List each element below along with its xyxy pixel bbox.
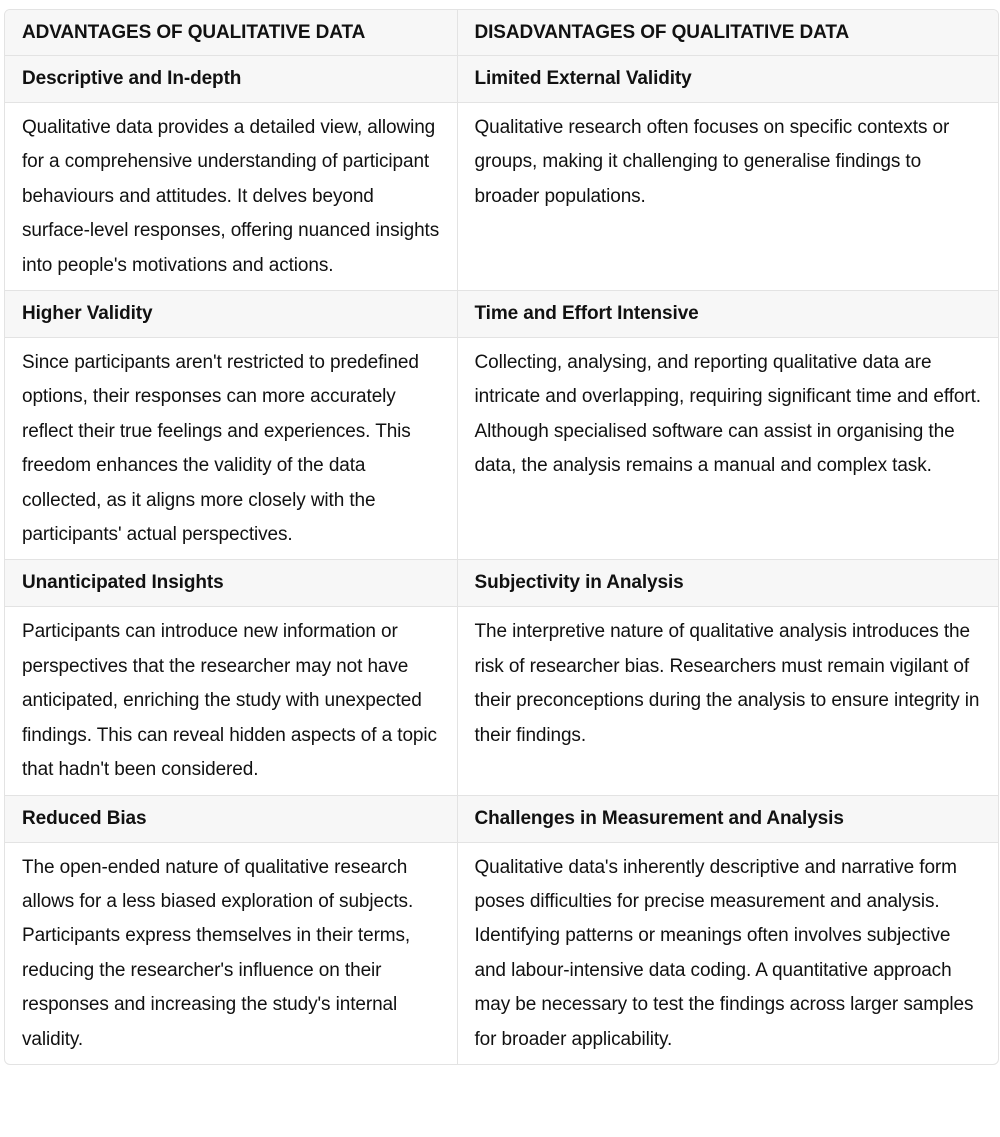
advantage-text: Participants can introduce new information or perspectives that the researcher may not have anticipated, enriching the study with unexpected findings. This can reveal hidden aspects of a topic that hadn't been considered. <box>5 607 457 795</box>
comparison-table <box>5 10 998 1064</box>
disadvantage-title: Challenges in Measurement and Analysis <box>457 795 998 842</box>
table-row <box>5 103 998 291</box>
disadvantage-text: Qualitative research often focuses on specific contexts or groups, making it challenging to generalise findings to broader populations. <box>457 103 998 291</box>
disadvantage-text: Collecting, analysing, and reporting qualitative data are intricate and overlapping, requiring significant time and effort. Although specialised software can assist in organising the data, the analysis remains a manual and complex task. <box>457 338 998 560</box>
disadvantage-title: Limited External Validity <box>457 56 998 103</box>
table-row <box>5 291 998 338</box>
advantage-title: Unanticipated Insights <box>5 560 457 607</box>
advantage-title: Higher Validity <box>5 291 457 338</box>
disadvantage-title: Subjectivity in Analysis <box>457 560 998 607</box>
advantage-text: Since participants aren't restricted to predefined options, their responses can more accurately reflect their true feelings and experiences. This freedom enhances the validity of the data collected, as it aligns more closely with the participants' actual perspectives. <box>5 338 457 560</box>
advantage-text: Qualitative data provides a detailed view, allowing for a comprehensive understanding of participant behaviours and attitudes. It delves beyond surface-level responses, offering nuanced insights into people's motivations and actions. <box>5 103 457 291</box>
table-row <box>5 560 998 607</box>
advantage-text: The open-ended nature of qualitative research allows for a less biased exploration of subjects. Participants express themselves in their terms, reducing the researcher's influence on their responses and increasing the study's internal validity. <box>5 842 457 1064</box>
comparison-table-container <box>4 9 999 1065</box>
table-row <box>5 607 998 795</box>
table-row <box>5 56 998 103</box>
table-row <box>5 795 998 842</box>
header-advantages: ADVANTAGES OF QUALITATIVE DATA <box>5 10 457 56</box>
table-row <box>5 338 998 560</box>
header-row <box>5 10 998 56</box>
disadvantage-text: Qualitative data's inherently descriptive and narrative form poses difficulties for precise measurement and analysis. Identifying patterns or meanings often involves subjective and labour-intensive data coding. A quantitative approach may be necessary to test the findings across larger samples for broader applicability. <box>474 856 974 1050</box>
advantage-title: Reduced Bias <box>5 795 457 842</box>
table-row <box>5 842 998 1064</box>
disadvantage-title: Time and Effort Intensive <box>457 291 998 338</box>
disadvantage-text: The interpretive nature of qualitative analysis introduces the risk of researcher bias. Researchers must remain vigilant of their preconceptions during the analysis to ensure integrity in their findings. <box>457 607 998 795</box>
header-disadvantages: DISADVANTAGES OF QUALITATIVE DATA <box>457 10 998 56</box>
advantage-title: Descriptive and In-depth <box>5 56 457 103</box>
